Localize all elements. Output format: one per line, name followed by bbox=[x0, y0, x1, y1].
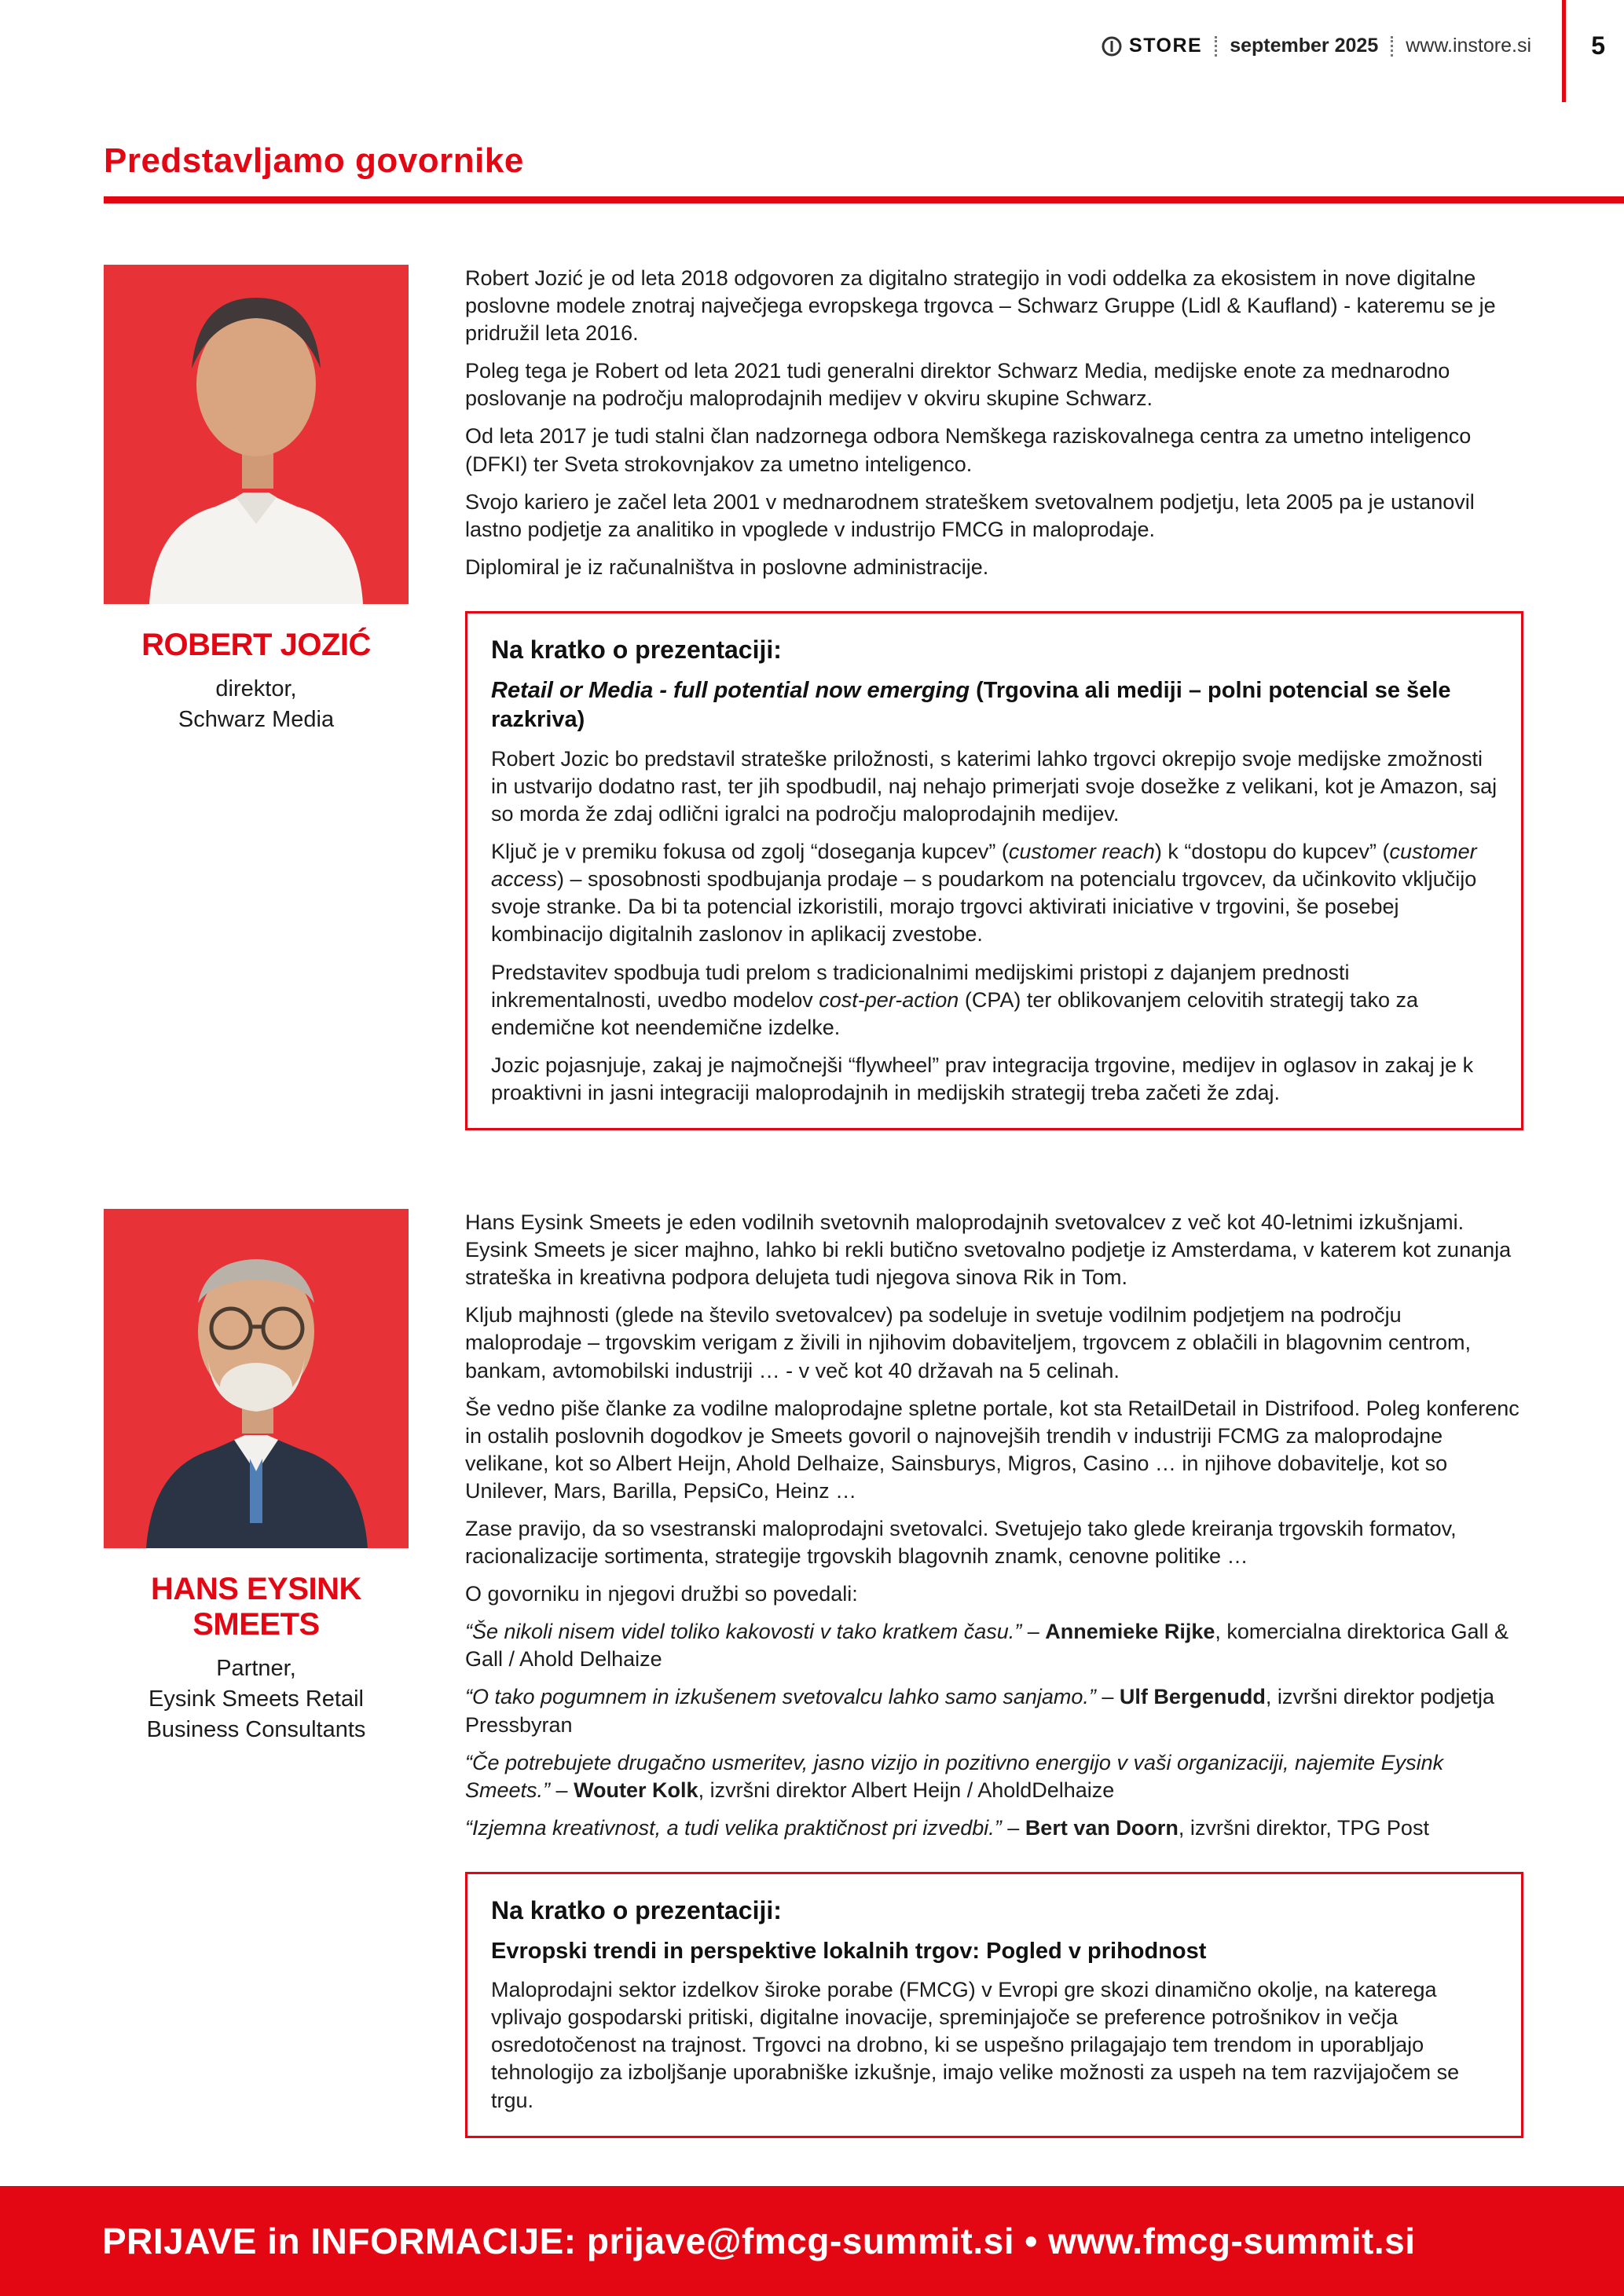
speaker-name: HANS EYSINK SMEETS bbox=[151, 1572, 361, 1642]
bio-paragraph: Od leta 2017 je tudi stalni član nadzornega odbora Nemškega raziskovalnega centra za umetno inteligenco (DFKI) ter Sveta strokovnjakov za umetno inteligenco. bbox=[465, 424, 1472, 476]
presentation-paragraph: Jozic pojasnjuje, zakaj je najmočnejši “flywheel” prav integracija trgovine, medijev in oglasov in zakaj je k proaktivni in jasni integraciji maloprodajnih in medijskih strategij treba začeti že zdaj. bbox=[491, 1053, 1474, 1104]
speaker-left-column bbox=[104, 265, 409, 1130]
bio-paragraph: Hans Eysink Smeets je eden vodilnih svetovnih maloprodajnih svetovalcev z več kot 40-letnimi izkušnjami. Eysink Smeets je sicer majhno, lahko bi rekli butično svetovalno podjetje iz Amsterdama, v katerem kot zunanja strateška in kreativna podpora delujeta tudi njegova sinova Rik in Tom. bbox=[465, 1210, 1512, 1290]
presentation-paragraph: Predstavitev spodbuja tudi prelom s tradicionalnimi medijskimi pristopi z dajanjem prednosti inkrementalnosti, uvedbo modelov cost-per-action (CPA) ter oblikovanjem celovitih strategij tako za endemične kot neendemične izdelke. bbox=[491, 960, 1419, 1039]
speaker-robert-jozic bbox=[104, 265, 1523, 1130]
speaker-bio-column bbox=[465, 265, 1523, 1130]
presentation-box bbox=[465, 1872, 1523, 2138]
quotes-intro: O govorniku in njegovi družbi so povedali: bbox=[465, 1582, 858, 1606]
presentation-box bbox=[465, 611, 1523, 1130]
header-red-bar bbox=[1562, 0, 1566, 102]
speaker-organization: Schwarz Media bbox=[178, 706, 335, 732]
presentation-paragraph: Maloprodajni sektor izdelkov široke porabe (FMCG) v Evropi gre skozi dinamično okolje, na katerega vplivajo gospodarski pritiski, digitalne inovacije, spreminjajoče se preference potrošnikov in večja osredotočenost na trajnost. Trgovci na drobno, ki se uspešno prilagajajo tem trendom in uporabljajo tehnologijo za izboljšanje uporabniške izkušnje, imajo velike možnosti za uspeh na tem razvijajočem se trgu. bbox=[491, 1978, 1460, 2112]
page-number: 5 bbox=[1591, 31, 1605, 60]
speaker-left-column bbox=[104, 1209, 409, 2138]
instore-logo bbox=[1101, 35, 1202, 57]
presentation-box-heading: Na kratko o prezentaciji: bbox=[491, 635, 782, 664]
issue-date: september 2025 bbox=[1230, 35, 1379, 57]
testimonial: “O tako pogumnem in izkušenem svetovalcu lahko samo sanjamo.” – Ulf Bergenudd, izvršni direktor podjetja Pressbyran bbox=[465, 1685, 1495, 1737]
bio-paragraph: Diplomiral je iz računalništva in poslovne administracije. bbox=[465, 555, 989, 579]
footer-band bbox=[0, 2186, 1624, 2296]
page-header bbox=[1101, 35, 1531, 57]
header-separator bbox=[1391, 36, 1393, 57]
footer-contact-line: PRIJAVE in INFORMACIJE: prijave@fmcg-summit.si • www.fmcg-summit.si bbox=[102, 2221, 1416, 2261]
speaker-organization: Eysink Smeets Retail Business Consultants bbox=[146, 1686, 366, 1742]
bio-paragraph: Poleg tega je Robert od leta 2021 tudi generalni direktor Schwarz Media, medijske enote za mednarodno poslovanje na področju maloprodajnih medijev v okviru skupine Schwarz. bbox=[465, 359, 1450, 411]
hans-eysink-smeets-photo bbox=[104, 1209, 409, 1548]
speaker-role: direktor, bbox=[215, 676, 297, 701]
presentation-paragraph: Robert Jozic bo predstavil strateške priložnosti, s katerimi lahko trgovci okrepijo svoje medijske zmožnosti in ustvarijo dodatno rast, ter jih spodbudil, naj nehajo primerjati svoje dosežke z velikani, kot je Amazon, saj so morda že zdaj odlični igralci na področju maloprodajnih medijev. bbox=[491, 746, 1498, 826]
red-rule bbox=[104, 196, 1624, 203]
brand-name: STORE bbox=[1129, 35, 1203, 57]
bio-paragraph: Kljub majhnosti (glede na število svetovalcev) pa sodeluje in svetuje vodilnim podjetjem na področju maloprodaje – trgovskim verigam z živili in njihovim dobaviteljem, trgovcem z oblačili in blagovnim centrom, bankam, avtomobilski industriji … - v več kot 40 državah na 5 celinah. bbox=[465, 1303, 1471, 1382]
presentation-title: Evropski trendi in perspektive lokalnih trgov: Pogled v prihodnost bbox=[491, 1938, 1207, 1964]
portrait-silhouette bbox=[104, 265, 409, 604]
speaker-bio-column bbox=[465, 1209, 1523, 2138]
speaker-name: ROBERT JOZIĆ bbox=[141, 628, 371, 662]
presentation-paragraph: Ključ je v premiku fokusa od zgolj “doseganja kupcev” (customer reach) k “dostopu do kupcev” (customer access) – sposobnosti spodbujanja prodaje – s poudarkom na potencialu trgovcev, da učinkovito vključijo svoje stranke. Da bi ta potencial izkoristili, morajo trgovci aktivirati iniciative v trgovini, še posebej kombinacijo digitalnih zaslonov in aplikacij zvestobe. bbox=[491, 840, 1477, 947]
presentation-box-heading: Na kratko o prezentaciji: bbox=[491, 1895, 782, 1924]
testimonial: “Še nikoli nisem videl toliko kakovosti v tako kratkem času.” – Annemieke Rijke, komercialna direktorica Gall & Gall / Ahold Delhaize bbox=[465, 1620, 1509, 1672]
bio-paragraph: Svojo kariero je začel leta 2001 v mednarodnem strateškem svetovalnem podjetju, leta 2005 pa je ustanovil lastno podjetje za analitiko in vpoglede v industrijo FMCG in maloprodaje. bbox=[465, 489, 1475, 541]
speaker-role: Partner, bbox=[216, 1655, 296, 1681]
bio-paragraph: Robert Jozić je od leta 2018 odgovoren za digitalno strategijo in vodi oddelka za ekosistem in nove digitalne poslovne modele znotraj največjega evropskega trgovca – Schwarz Gruppe (Lidl & Kaufland) - kateremu se je pridružil leta 2016. bbox=[465, 266, 1496, 346]
presentation-title: Retail or Media - full potential now emerging (Trgovina ali mediji – polni potencial se šele razkriva) bbox=[491, 677, 1451, 733]
header-separator bbox=[1215, 36, 1217, 57]
instore-logo-icon bbox=[1101, 35, 1123, 57]
robert-jozic-photo bbox=[104, 265, 409, 604]
testimonial: “Izjemna kreativnost, a tudi velika praktičnost pri izvedbi.” – Bert van Doorn, izvršni direktor, TPG Post bbox=[465, 1815, 1429, 1840]
bio-paragraph: Zase pravijo, da so vsestranski maloprodajni svetovalci. Svetujejo tako glede kreiranja trgovskih formatov, racionalizacije sortimenta, strategije trgovskih blagovnih znamk, cenovne politike … bbox=[465, 1516, 1457, 1569]
bio-paragraph: Še vedno piše članke za vodilne maloprodajne spletne portale, kot sta RetailDetail in Distrifood. Poleg konferenc in ostalih poslovnih dogodkov je Smeets govoril o najnovejših trendih v industriji FCMG za maloprodajne velikane, kot so Albert Heijn, Ahold Delhaize, Sainsburys, Migros, Casino … in njihove dobavitelje, kot so Unilever, Mars, Barilla, PepsiCo, Heinz … bbox=[465, 1396, 1520, 1503]
section-title: Predstavljamo govornike bbox=[104, 141, 524, 180]
testimonial: “Če potrebujete drugačno usmeritev, jasno vizijo in pozitivno energijo v vaši organizaciji, najemite Eysink Smeets.” – Wouter Kolk, izvršni direktor Albert Heijn / AholdDelhaize bbox=[465, 1750, 1444, 1802]
website-url: www.instore.si bbox=[1406, 35, 1531, 57]
speaker-hans-eysink-smeets bbox=[104, 1209, 1523, 2138]
portrait-silhouette bbox=[104, 1209, 409, 1548]
